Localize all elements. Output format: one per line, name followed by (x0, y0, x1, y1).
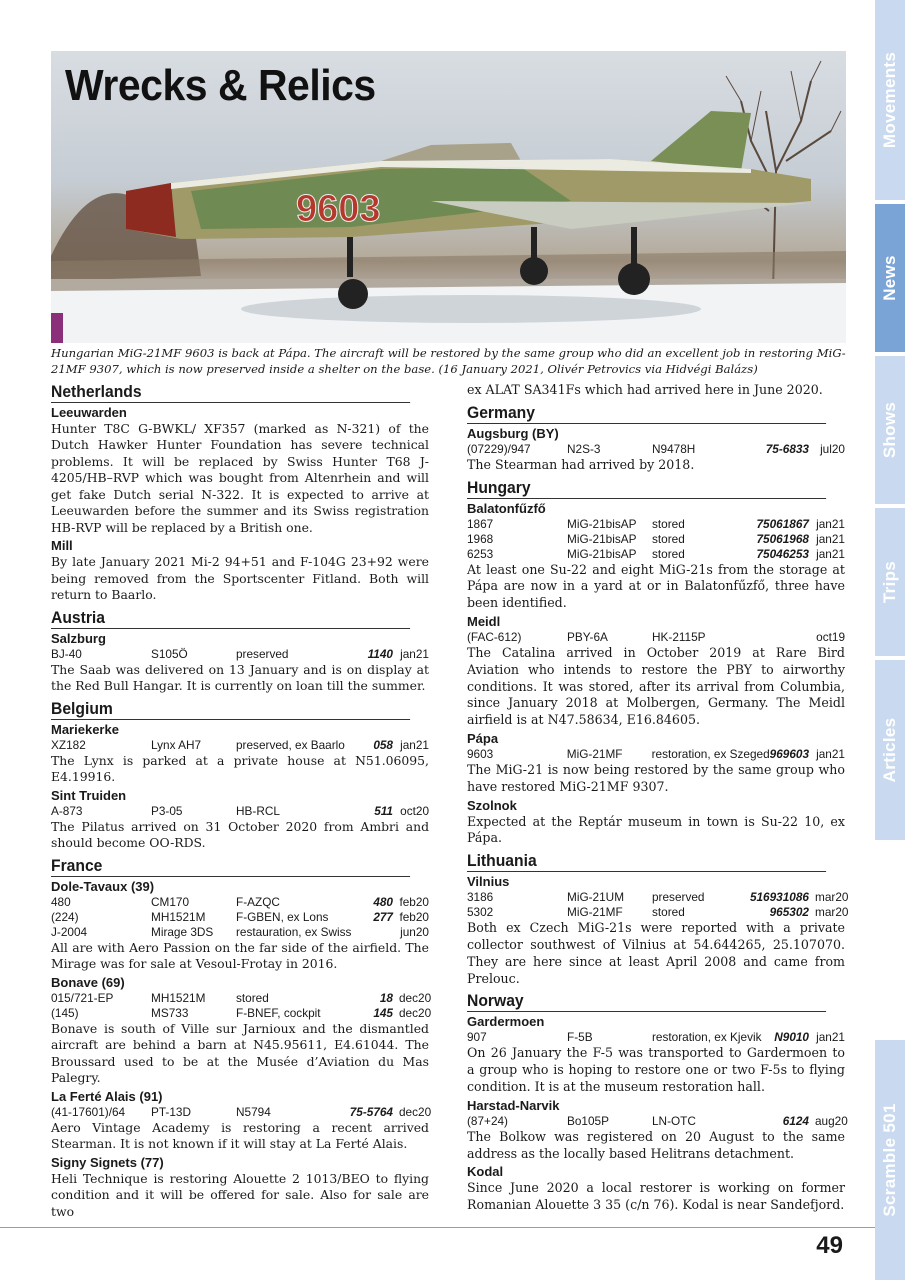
date-cell: feb20 (399, 894, 429, 909)
serial-cell: (41-17601)/64 (51, 1104, 126, 1119)
place-heading: Gardermoen (467, 1014, 545, 1030)
type-cell: N2S-3 (567, 441, 601, 456)
place-heading: Mill (51, 538, 73, 554)
place-heading: Mariekerke (51, 721, 119, 737)
tab-issue[interactable] (875, 1040, 905, 1280)
status-cell: LN-OTC (652, 1113, 696, 1128)
type-cell: Bo105P (567, 1113, 609, 1128)
place-heading: Kodal (467, 1164, 504, 1180)
status-cell: preserved, ex Baarlo (236, 737, 345, 752)
place-heading: Dole-Tavaux (39) (51, 878, 155, 894)
cn-cell: 511 (374, 803, 393, 818)
serial-cell: (FAC-612) (467, 629, 522, 644)
date-cell: aug20 (815, 1113, 848, 1128)
status-cell: stored (652, 546, 685, 561)
section-tabs (875, 0, 905, 1280)
tab-label: Movements (880, 51, 899, 149)
type-cell: Lynx AH7 (151, 737, 202, 752)
place-heading: Vilnius (467, 874, 510, 890)
status-cell: preserved (236, 646, 289, 661)
country-heading: Hungary (467, 478, 826, 499)
news-paragraph: At least one Su-22 and eight MiG-21s from the storage at Pápa are now in a yard at or in Balatonfűzfő, three have been identified. (467, 561, 845, 611)
cn-cell: 965302 (769, 905, 809, 920)
date-cell: dec20 (399, 1104, 432, 1119)
aircraft-row (467, 547, 845, 562)
status-cell: stored (652, 531, 685, 546)
tab-label: Articles (880, 717, 899, 783)
cn-cell: 75046253 (756, 546, 809, 561)
tab-shows[interactable] (875, 356, 905, 504)
status-cell: HB-RCL (236, 803, 280, 818)
date-cell: dec20 (399, 1005, 432, 1020)
news-paragraph: By late January 2021 Mi-2 94+51 and F-104G 23+92 were being removed from the Sportscenter Fitland. Both will return to Baarlo. (51, 554, 429, 603)
news-paragraph: Expected at the Reptár museum in town is Su-22 10, ex Pápa. (467, 813, 845, 846)
date-cell: jan21 (816, 546, 845, 561)
type-cell: S105Ö (151, 646, 188, 661)
place-heading: Sint Truiden (51, 787, 127, 803)
country-heading: Belgium (51, 699, 410, 720)
aircraft-row (51, 910, 429, 925)
status-cell: F-GBEN, ex Lons (236, 909, 329, 924)
type-cell: PBY-6A (567, 629, 608, 644)
country-section (467, 991, 848, 1214)
news-paragraph: Heli Technique is restoring Alouette 2 1013/BEO to flying condition and it will be offered for sale. Also for sale are two (51, 1170, 429, 1219)
cn-cell: 1140 (367, 646, 393, 661)
cn-cell: 6124 (782, 1113, 809, 1128)
country-section (467, 851, 849, 987)
cn-cell: 75-5764 (349, 1104, 393, 1119)
status-cell: stored (652, 516, 685, 531)
country-section (467, 403, 845, 474)
type-cell: MiG-21bisAP (567, 531, 637, 546)
place-heading: Bonave (69) (51, 974, 125, 990)
type-cell: P3-05 (151, 803, 183, 818)
serial-cell: 015/721-EP (51, 990, 114, 1005)
serial-cell: A-873 (51, 803, 83, 818)
date-cell: oct20 (400, 803, 429, 818)
cn-cell: 516931086 (749, 890, 809, 905)
footer-rule (0, 1227, 875, 1228)
tab-label: News (880, 255, 899, 301)
tab-movements[interactable] (875, 0, 905, 200)
tab-trips[interactable] (875, 508, 905, 656)
news-paragraph: The MiG-21 is now being restored by the same group who have restored MiG-21MF 9307. (467, 761, 845, 794)
aircraft-row (467, 630, 845, 645)
country-heading: Germany (467, 403, 826, 424)
type-cell: Mirage 3DS (151, 924, 214, 939)
aircraft-row (51, 1104, 432, 1120)
type-cell: CM170 (151, 894, 190, 909)
news-paragraph: The Pilatus arrived on 31 October 2020 from Ambri and should become OO-RDS. (51, 818, 429, 851)
cn-cell: 75061867 (756, 516, 809, 531)
serial-cell: 907 (467, 1030, 487, 1045)
news-paragraph: Hunter T8C G-BWKL/ XF357 (marked as N-321) of the Dutch Hawker Hunter Foundation has severe technical problems. It will be replaced by Swiss Hunter T68 J-4205/HB–RVP which was bought from Altenrhein and will get fake Dutch serial N-322. It is expected to arrive at Leeuwarden before the summer and its Swiss registration HB-RVP will be replaced by a British one. (51, 421, 429, 535)
serial-cell: (87+24) (467, 1113, 508, 1128)
type-cell: MiG-21bisAP (567, 516, 637, 531)
status-cell: F-AZQC (236, 894, 280, 909)
aircraft-row (467, 747, 845, 762)
type-cell: MS733 (151, 1005, 189, 1020)
aircraft-row (467, 1113, 848, 1129)
status-cell: N5794 (236, 1104, 271, 1119)
place-heading: Balatonfűzfő (467, 500, 546, 516)
country-heading: Lithuania (467, 851, 826, 872)
type-cell: MiG-21UM (567, 890, 625, 905)
type-cell: MH1521M (151, 909, 206, 924)
news-paragraph: The Catalina arrived in October 2019 at Rare Bird Aviation who intends to restore the PBY to airworthy conditions. It was stored, after its arrival from Columbia, since January 2018 at Molbergen, Germany. The Meidl airfield is at N47.58634, E16.84605. (467, 644, 845, 728)
country-section (51, 699, 429, 852)
aircraft-row (51, 925, 429, 940)
cn-cell: 480 (373, 894, 393, 909)
photo-caption: Hungarian MiG-21MF 9603 is back at Pápa. The aircraft will be restored by the same group who did an excellent job in restoring MiG-21MF 9307, which is now preserved inside a shelter on the base. (16 January 2021, Olivér Petrovics via Hidvégi Balázs) (51, 346, 846, 376)
serial-cell: XZ182 (51, 737, 86, 752)
serial-cell: J-2004 (51, 924, 88, 939)
news-paragraph: Since June 2020 a local restorer is working on former Romanian Alouette 3 35 (c/n 76). Kodal is near Sandefjord. (467, 1180, 845, 1213)
page-title: Wrecks & Relics (65, 61, 376, 110)
tab-articles[interactable] (875, 660, 905, 840)
aircraft-row (51, 895, 429, 910)
date-cell: jan21 (816, 1030, 845, 1045)
date-cell: mar20 (815, 890, 849, 905)
news-paragraph: All are with Aero Passion on the far side of the airfield. The Mirage was for sale at Vesoul-Frotay in 2016. (51, 939, 429, 972)
country-section (51, 382, 429, 604)
status-cell: preserved (652, 890, 705, 905)
country-section (51, 608, 429, 695)
place-heading: La Ferté Alais (91) (51, 1088, 163, 1104)
cn-cell: N9010 (774, 1030, 809, 1045)
country-heading: Norway (467, 991, 826, 1012)
serial-cell: 1968 (467, 531, 494, 546)
status-cell: restauration, ex Swiss (236, 924, 352, 939)
right-column (467, 382, 849, 1214)
tab-label: Trips (880, 560, 899, 604)
type-cell: F-5B (567, 1030, 593, 1045)
date-cell: mar20 (815, 905, 849, 920)
aircraft-row (51, 804, 429, 819)
news-paragraph: Aero Vintage Academy is restoring a recent arrived Stearman. It is not known if it will stay at La Ferté Alais. (51, 1119, 429, 1152)
aircraft-serial: 9603 (296, 188, 381, 230)
date-cell: feb20 (399, 909, 429, 924)
cn-cell: 277 (373, 909, 393, 924)
serial-cell: 9603 (467, 746, 494, 761)
country-section (467, 478, 845, 848)
aircraft-row (467, 890, 849, 905)
cn-cell: 18 (379, 990, 393, 1005)
country-heading: Austria (51, 608, 410, 629)
cn-cell: 75-6833 (765, 441, 809, 456)
date-cell: jan21 (400, 646, 429, 661)
country-heading: Netherlands (51, 382, 410, 403)
tab-news[interactable] (875, 204, 905, 352)
country-section (51, 856, 432, 1220)
hero-photo (51, 51, 846, 343)
place-heading: Salzburg (51, 630, 106, 646)
serial-cell: (145) (51, 1005, 79, 1020)
status-cell: HK-2115P (652, 629, 706, 644)
place-heading: Szolnok (467, 797, 517, 813)
status-cell: F-BNEF, cockpit (236, 1005, 321, 1020)
status-cell: restoration, ex Szeged (651, 746, 770, 761)
continued-paragraph: ex ALAT SA341Fs which had arrived here in June 2020. (467, 382, 823, 397)
aircraft-row (467, 1030, 845, 1045)
news-paragraph: Bonave is south of Ville sur Jarnioux and the dismantled aircraft are behind a barn at N45.95611, E4.61044. The Broussard used to be at the Musée d’Aviation du Mas Palegry. (51, 1020, 429, 1086)
cn-cell: 145 (373, 1005, 393, 1020)
aircraft-row (51, 647, 429, 662)
serial-cell: 1867 (467, 516, 494, 531)
place-heading: Pápa (467, 730, 499, 746)
type-cell: MiG-21MF (566, 746, 623, 761)
aircraft-row (467, 517, 845, 532)
aircraft-row (51, 990, 432, 1006)
left-column (51, 378, 432, 1220)
date-cell: dec20 (399, 990, 432, 1005)
tab-label: Scramble 501 (880, 1103, 899, 1217)
news-paragraph: The Saab was delivered on 13 January and is on display at the Red Bull Hangar. It is currently on loan till the summer. (51, 661, 429, 694)
serial-cell: 6253 (467, 546, 494, 561)
serial-cell: 3186 (467, 890, 494, 905)
place-heading: Leeuwarden (51, 405, 127, 420)
status-cell: stored (652, 905, 685, 920)
status-cell: restoration, ex Kjevik (652, 1030, 762, 1045)
date-cell: jan21 (816, 746, 845, 761)
news-paragraph: The Bolkow was registered on 20 August to the same address as the locally based Helitrans detachment. (467, 1128, 845, 1161)
type-cell: MH1521M (151, 990, 206, 1005)
news-paragraph: The Stearman had arrived by 2018. (467, 456, 695, 472)
type-cell: PT-13D (151, 1104, 191, 1119)
news-paragraph: Both ex Czech MiG-21s were reported with a private collector southwest of Vilnius at 54.644265, 25.107070. They are here since at least April 2008 and came from Prelouc. (467, 920, 845, 986)
news-paragraph: On 26 January the F-5 was transported to Gardermoen to a group who is hoping to restore one or two F-5s to flying condition. It is at the museum restoration hall. (467, 1045, 845, 1094)
serial-cell: (224) (51, 909, 79, 924)
serial-cell: BJ-40 (51, 646, 82, 661)
aircraft-row (51, 738, 429, 753)
tab-label: Shows (880, 401, 899, 459)
cn-cell: 969603 (769, 746, 810, 761)
serial-cell: 480 (51, 894, 71, 909)
status-cell: N9478H (652, 441, 696, 456)
cn-cell: 058 (373, 737, 393, 752)
date-cell: jan21 (816, 531, 845, 546)
date-cell: oct19 (816, 629, 845, 644)
aircraft-row (51, 1005, 432, 1021)
news-paragraph: The Lynx is parked at a private house at N51.06095, E4.19916. (51, 752, 429, 785)
serial-cell: 5302 (467, 905, 494, 920)
page-number: 49 (816, 1232, 843, 1259)
aircraft-row (467, 442, 845, 457)
type-cell: MiG-21MF (567, 905, 623, 920)
place-heading: Meidl (467, 613, 501, 629)
place-heading: Signy Signets (77) (51, 1154, 164, 1170)
place-heading: Harstad-Narvik (467, 1097, 560, 1113)
country-heading: France (51, 856, 410, 877)
date-cell: jul20 (820, 441, 845, 456)
place-heading: Augsburg (BY) (467, 425, 559, 441)
aircraft-row (467, 905, 849, 920)
cn-cell: 75061968 (756, 531, 809, 546)
status-cell: stored (236, 990, 269, 1005)
date-cell: jun20 (400, 924, 429, 939)
serial-cell: (07229)/947 (467, 441, 531, 456)
aircraft-row (467, 532, 845, 547)
type-cell: MiG-21bisAP (567, 546, 637, 561)
date-cell: jan21 (816, 516, 845, 531)
date-cell: jan21 (400, 737, 429, 752)
